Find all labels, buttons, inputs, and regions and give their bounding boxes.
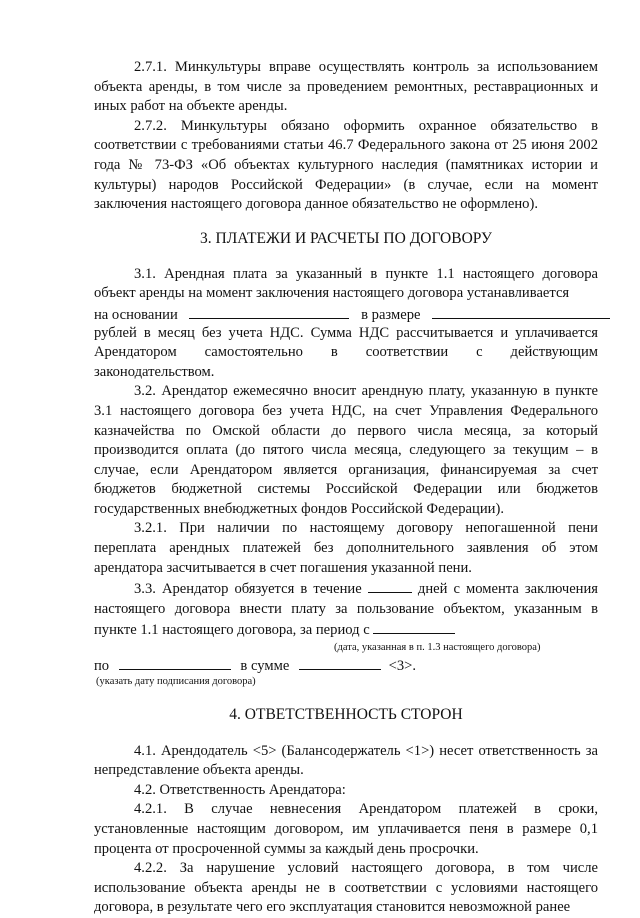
amount-field[interactable] [432,304,610,319]
sum-label: в сумме [240,658,290,675]
period-to-field[interactable] [119,655,231,670]
clause-3-3-start: 3.3. Арендатор обязуется в течение [134,581,362,598]
clause-4-1: 4.1. Арендодатель <5> (Балансодержатель <1>) несет ответственность за непредставление объекта аренды. [94,742,598,779]
amount-label: в размере [361,306,421,323]
clause-3-3-text: дней с момента заключения настоящего договора внести плату за пользование объектом, указанным в пункте 1.1 настоящего договора, за период с [94,581,599,639]
clause-2-7-1: 2.7.1. Минкультуры вправе осуществлять контроль за использованием объекта аренды, в том числе за проведением ремонтных, реставрационных и иных работ на объекте аренды. [94,59,598,115]
clause-3-1-fill-row [94,304,598,324]
period-from-caption: (дата, указанная в п. 1.3 настоящего договора) [334,642,541,654]
clause-4-2-2: 4.2.2. За нарушение условий настоящего договора, в том числе использование объекта аренды не в соответствии с условиями настоящего договора, в результате чего его эксплуатация становится невозможной ранее [94,860,598,916]
period-to-caption: (указать дату подписания договора) [96,675,256,687]
section-4-heading: 4. ОТВЕТСТВЕННОСТЬ СТОРОН [229,705,463,723]
clause-2-7-2: 2.7.2. Минкультуры обязано оформить охранное обязательство в соответствии с требованиями статьи 46.7 Федерального закона от 25 июня 2002 года № 73-ФЗ «Об объектах культурного наследия (памятниках истории и культуры) народов Российской Федерации» (в случае, если на момент заключения настоящего договора данное обязательство не оформлено). [94,117,598,213]
sum-field[interactable] [299,655,381,670]
basis-field[interactable] [189,304,349,319]
period-to-caption-row [94,675,598,689]
clause-3-1 [94,265,598,304]
clause-4-2-1: 4.2.1. В случае невнесения Арендатором платежей в сроки, установленные настоящим договором, им уплачивается пеня в размере 0,1 процента от просроченной суммы за каждый день просрочки. [94,801,598,857]
clause-3-2-1: 3.2.1. При наличии по настоящему договору непогашенной пени переплата арендных платежей без дополнительного заявления об этом арендатора засчитывается в счет погашения указанной пени. [94,520,598,576]
clause-3-1-intro: 3.1. Арендная плата за указанный в пункте 1.1 настоящего договора объект аренды на момент заключения настоящего договора устанавливается [94,265,598,302]
footnote-ref-3: <3>. [388,658,417,675]
period-from-caption-row [94,641,598,655]
clause-4-2: 4.2. Ответственность Арендатора: [134,781,346,798]
basis-label: на основании [94,306,178,323]
days-field[interactable] [368,578,412,593]
document-page [94,58,598,918]
clause-3-3 [94,578,598,641]
period-to-label: по [94,658,110,675]
clause-3-3-sum-row [94,655,598,675]
period-from-field[interactable] [373,619,455,634]
section-3-heading: 3. ПЛАТЕЖИ И РАСЧЕТЫ ПО ДОГОВОРУ [200,229,492,247]
clause-3-2: 3.2. Арендатор ежемесячно вносит арендную плату, указанную в пункте 3.1 настоящего договора без учета НДС, на счет Управления Федерального казначейства по Омской области до первого числа месяца, за который производится оплата (до пятого числа месяца, следующего за текущим – в случае, если Арендатором является организация, финансируемая за счет бюджетов бюджетной системы Российской Федерации или бюджетов государственных внебюджетных фондов Российской Федерации). [94,383,598,517]
clause-3-1-rest: рублей в месяц без учета НДС. Сумма НДС рассчитывается и уплачивается Арендатором самостоятельно в соответствии с действующим законодательством. [94,324,598,380]
